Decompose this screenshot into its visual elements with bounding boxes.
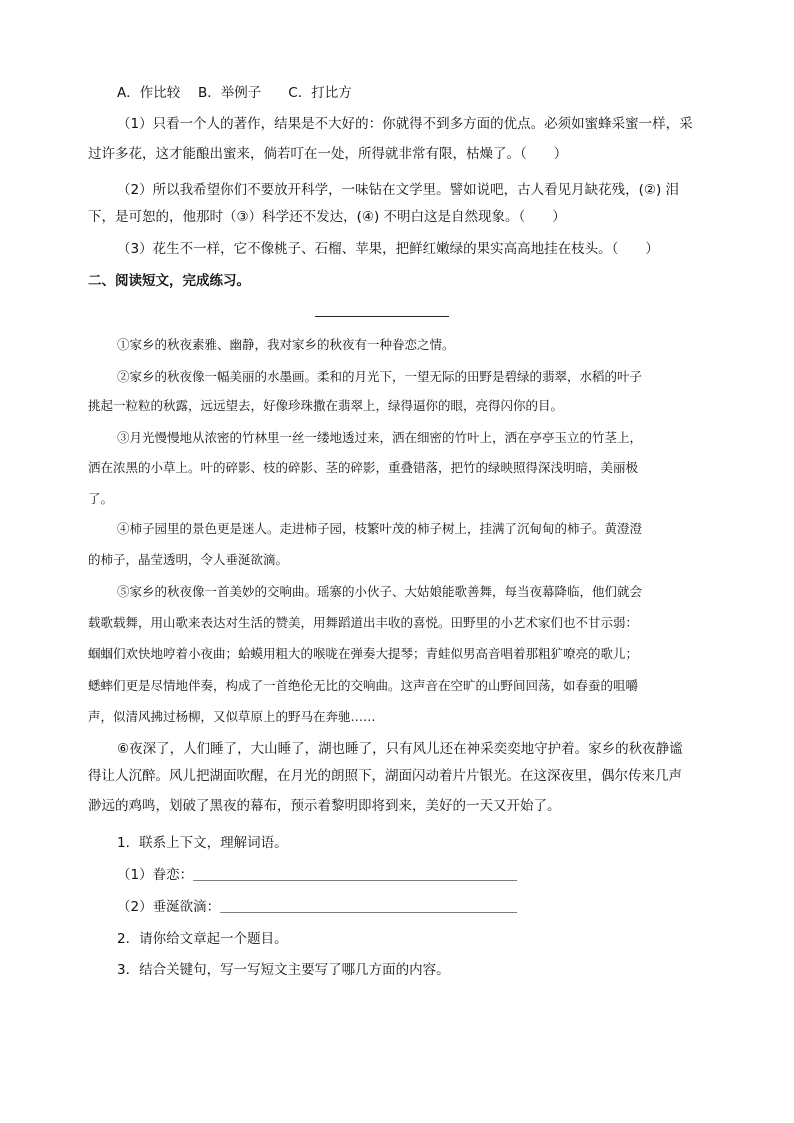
paragraph-5-line-4: 蟋蟀们更是尽情地伴奏，构成了一首绝伦无比的交响曲。这声音在空旷的山野间回荡，如春蚕的咀嚼 — [88, 678, 639, 693]
question-2-line-1: （2）所以我希望你们不要放开科学，一味钻在文学里。譬如说吧，古人看见月缺花残，(②) 泪 — [117, 182, 680, 198]
paragraph-5-line-2: 载歌载舞，用山歌来表达对生活的赞美，用舞蹈道出丰收的喜悦。田野里的小艺术家们也不甘示弱： — [88, 615, 639, 630]
title-blank-line — [315, 316, 449, 317]
paragraph-6-line-1: ⑥夜深了，人们睡了，大山睡了，湖也睡了，只有风儿还在神采奕奕地守护着。家乡的秋夜静谧 — [117, 741, 683, 757]
question-2-line-2: 下，是可恕的，他那时（③）科学还不发达，(④) 不明白这是自然现象。（ ） — [88, 209, 566, 225]
paragraph-6-line-3: 渺远的鸡鸣，划破了黑夜的幕布，预示着黎明即将到来，美好的一天又开始了。 — [88, 798, 561, 814]
choice-options: A．作比较 B．举例子 C．打比方 — [117, 85, 352, 101]
section-heading: 二、阅读短文，完成练习。 — [88, 273, 250, 289]
paragraph-3-line-3: 了。 — [88, 491, 114, 506]
exercise-question-1b: （2）垂涎欲滴：＿＿＿＿＿＿＿＿＿＿＿＿＿＿＿＿＿＿＿＿＿＿ — [117, 899, 518, 915]
paragraph-6-line-2: 得让人沉醉。风儿把湖面吹醒，在月光的朗照下，湖面闪动着片片银光。在这深夜里，偶尔传来几声 — [88, 768, 682, 784]
paragraph-5-line-5: 声，似清风拂过杨柳，又似草原上的野马在奔驰…… — [88, 709, 376, 724]
paragraph-4-line-1: ④柿子园里的景色更是迷人。走进柿子园，枝繁叶茂的柿子树上，挂满了沉甸甸的柿子。黄澄澄 — [117, 521, 643, 536]
paragraph-1-line-1: ①家乡的秋夜素雅、幽静，我对家乡的秋夜有一种眷恋之情。 — [117, 337, 455, 352]
paragraph-5-line-3: 蝈蝈们欢快地哼着小夜曲；蛤蟆用粗大的喉咙在弹奏大提琴；青蛙似男高音唱着那粗犷嘹亮的歌儿； — [88, 646, 639, 661]
question-3-line-1: （3）花生不一样，它不像桃子、石榴、苹果，把鲜红嫩绿的果实高高地挂在枝头。（ ） — [117, 241, 659, 257]
exercise-question-1a: （1）眷恋：＿＿＿＿＿＿＿＿＿＿＿＿＿＿＿＿＿＿＿＿＿＿＿＿ — [117, 867, 518, 883]
question-1-line-2: 过许多花，这才能酿出蜜来，倘若叮在一处，所得就非常有限，枯燥了。（ ） — [88, 146, 568, 162]
paragraph-4-line-2: 的柿子，晶莹透明，令人垂涎欲滴。 — [88, 552, 289, 567]
paragraph-2-line-1: ②家乡的秋夜像一幅美丽的水墨画。柔和的月光下，一望无际的田野是碧绿的翡翠，水稻的叶子 — [117, 369, 643, 384]
paragraph-3-line-1: ③月光慢慢地从浓密的竹林里一丝一缕地透过来，洒在细密的竹叶上，洒在亭亭玉立的竹茎上， — [117, 430, 643, 445]
exercise-question-1: 1．联系上下文，理解词语。 — [117, 835, 288, 851]
paragraph-2-line-2: 挑起一粒粒的秋露，远远望去，好像珍珠撒在翡翠上，绿得逼你的眼，亮得闪你的目。 — [88, 398, 564, 413]
question-1-line-1: （1）只看一个人的著作，结果是不大好的：你就得不到多方面的优点。必须如蜜蜂采蜜一样，采 — [117, 116, 693, 132]
exercise-question-2: 2．请你给文章起一个题目。 — [117, 931, 288, 947]
paragraph-5-line-1: ⑤家乡的秋夜像一首美妙的交响曲。瑶寨的小伙子、大姑娘能歌善舞，每当夜幕降临，他们就会 — [117, 584, 643, 599]
exercise-question-3: 3．结合关键句，写一写短文主要写了哪几方面的内容。 — [117, 962, 450, 978]
paragraph-3-line-2: 洒在浓黑的小草上。叶的碎影、枝的碎影、茎的碎影，重叠错落，把竹的绿映照得深浅明暗，美丽极 — [88, 460, 639, 475]
